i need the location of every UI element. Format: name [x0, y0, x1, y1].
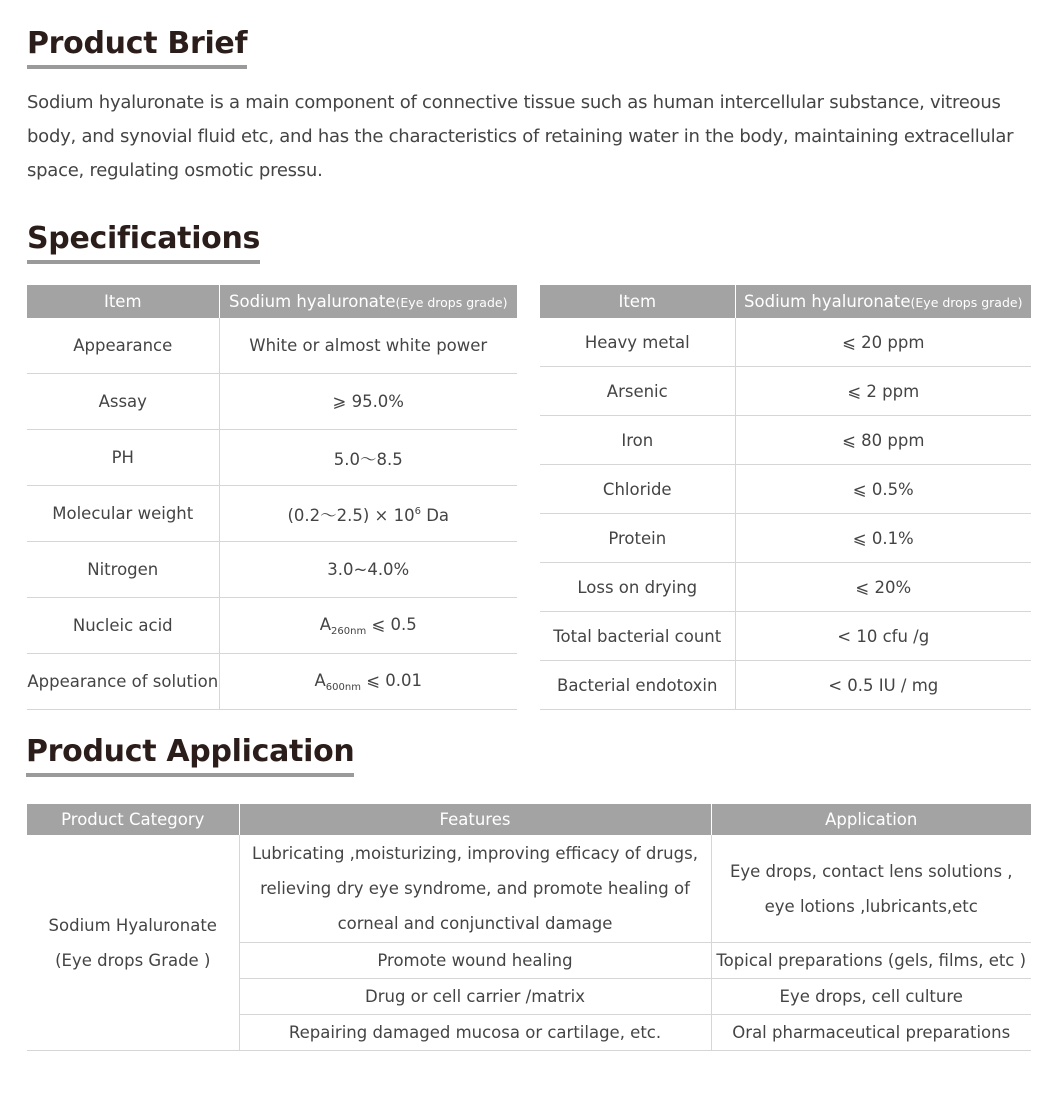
table-row: [27, 486, 517, 542]
product-brief-heading: Product Brief: [27, 25, 247, 69]
features-cell: Repairing damaged mucosa or cartilage, etc.: [239, 1015, 711, 1051]
table-header-row: [27, 285, 517, 318]
spec-item: Heavy metal: [540, 318, 735, 367]
spec-value: ⩽ 80 ppm: [735, 416, 1031, 465]
table-row: [27, 835, 1031, 943]
spec-value: ⩾ 95.0%: [219, 374, 517, 430]
header-application: Application: [711, 804, 1031, 835]
spec-value: [219, 598, 517, 654]
feature-line: Lubricating ,moisturizing, improving efficacy of drugs,: [252, 844, 698, 863]
table-header-row: [27, 804, 1031, 835]
table-row: [540, 416, 1031, 465]
spec-item: Nitrogen: [27, 542, 219, 598]
spec-item: Nucleic acid: [27, 598, 219, 654]
header-item: Item: [27, 285, 219, 318]
table-row: [27, 654, 517, 710]
table-row: [27, 318, 517, 374]
spec-value: ⩽ 20 ppm: [735, 318, 1031, 367]
application-line: eye lotions ,lubricants,etc: [764, 896, 978, 916]
specifications-table-right: [540, 285, 1031, 710]
spec-item: Total bacterial count: [540, 612, 735, 661]
specifications-heading: Specifications: [27, 220, 260, 264]
value-main: A: [319, 614, 332, 634]
spec-item: Appearance: [27, 318, 219, 374]
value-subscript: 260nm: [331, 625, 367, 637]
spec-item: Protein: [540, 514, 735, 563]
value-main: (0.2〜2.5) × 10: [287, 505, 415, 525]
header-product-name: Sodium hyaluronate: [744, 292, 911, 311]
spec-value: ⩽ 2 ppm: [735, 367, 1031, 416]
value-subscript: 600nm: [325, 681, 361, 693]
product-brief-text: Sodium hyaluronate is a main component of connective tissue such as human intercellular substance, vitreous body, and synovial fluid etc, and has the characteristics of retaining water in the body, maintaining extracellular space, regulating osmotic pressu.: [27, 92, 1014, 181]
value-limit: ⩽ 0.5: [366, 614, 417, 634]
table-row: [540, 661, 1031, 710]
table-row: [540, 563, 1031, 612]
features-cell: Promote wound healing: [239, 943, 711, 979]
spec-value: ⩽ 20%: [735, 563, 1031, 612]
application-table: [27, 804, 1031, 1051]
spec-item: Loss on drying: [540, 563, 735, 612]
table-header-row: [540, 285, 1031, 318]
header-product: [735, 285, 1031, 318]
spec-item: Iron: [540, 416, 735, 465]
application-line: Eye drops, contact lens solutions ,: [729, 861, 1013, 881]
header-product-name: Sodium hyaluronate: [229, 292, 396, 311]
header-product-grade: (Eye drops grade): [395, 295, 508, 310]
application-cell: Oral pharmaceutical preparations: [711, 1015, 1031, 1051]
value-superscript: 6: [414, 505, 421, 517]
product-application-heading: Product Application: [26, 733, 354, 777]
spec-value: White or almost white power: [219, 318, 517, 374]
header-features: Features: [239, 804, 711, 835]
table-row: [27, 374, 517, 430]
feature-line: relieving dry eye syndrome, and promote healing of: [260, 879, 690, 898]
application-cell: Topical preparations (gels, films, etc ): [711, 943, 1031, 979]
spec-value: ⩽ 0.1%: [735, 514, 1031, 563]
table-row: [27, 430, 517, 486]
value-unit: Da: [420, 505, 450, 525]
spec-item: Appearance of solution: [27, 654, 219, 710]
category-name: Sodium Hyaluronate: [48, 915, 217, 935]
spec-value: 5.0〜8.5: [219, 430, 517, 486]
table-row: [540, 612, 1031, 661]
spec-value: 3.0~4.0%: [219, 542, 517, 598]
table-row: [27, 598, 517, 654]
application-cell: [711, 835, 1031, 943]
table-row: [27, 542, 517, 598]
spec-item: Arsenic: [540, 367, 735, 416]
feature-line: corneal and conjunctival damage: [337, 914, 613, 933]
product-category-cell: [27, 835, 239, 1051]
application-cell: Eye drops, cell culture: [711, 979, 1031, 1015]
spec-item: Molecular weight: [27, 486, 219, 542]
table-row: [540, 514, 1031, 563]
category-grade: (Eye drops Grade ): [55, 950, 211, 970]
table-row: [540, 318, 1031, 367]
spec-value: [219, 486, 517, 542]
spec-item: Assay: [27, 374, 219, 430]
spec-item: Chloride: [540, 465, 735, 514]
table-row: [540, 367, 1031, 416]
spec-value: < 10 cfu /g: [735, 612, 1031, 661]
header-product-grade: (Eye drops grade): [910, 295, 1023, 310]
spec-value: ⩽ 0.5%: [735, 465, 1031, 514]
specifications-table-left: [27, 285, 517, 710]
value-main: A: [314, 670, 326, 690]
table-row: [540, 465, 1031, 514]
spec-item: Bacterial endotoxin: [540, 661, 735, 710]
features-cell: Drug or cell carrier /matrix: [239, 979, 711, 1015]
value-limit: ⩽ 0.01: [360, 670, 423, 690]
spec-value: < 0.5 IU / mg: [735, 661, 1031, 710]
header-product-category: Product Category: [27, 804, 239, 835]
header-item: Item: [540, 285, 735, 318]
spec-value: [219, 654, 517, 710]
features-cell: [239, 835, 711, 943]
spec-item: PH: [27, 430, 219, 486]
header-product: [219, 285, 517, 318]
